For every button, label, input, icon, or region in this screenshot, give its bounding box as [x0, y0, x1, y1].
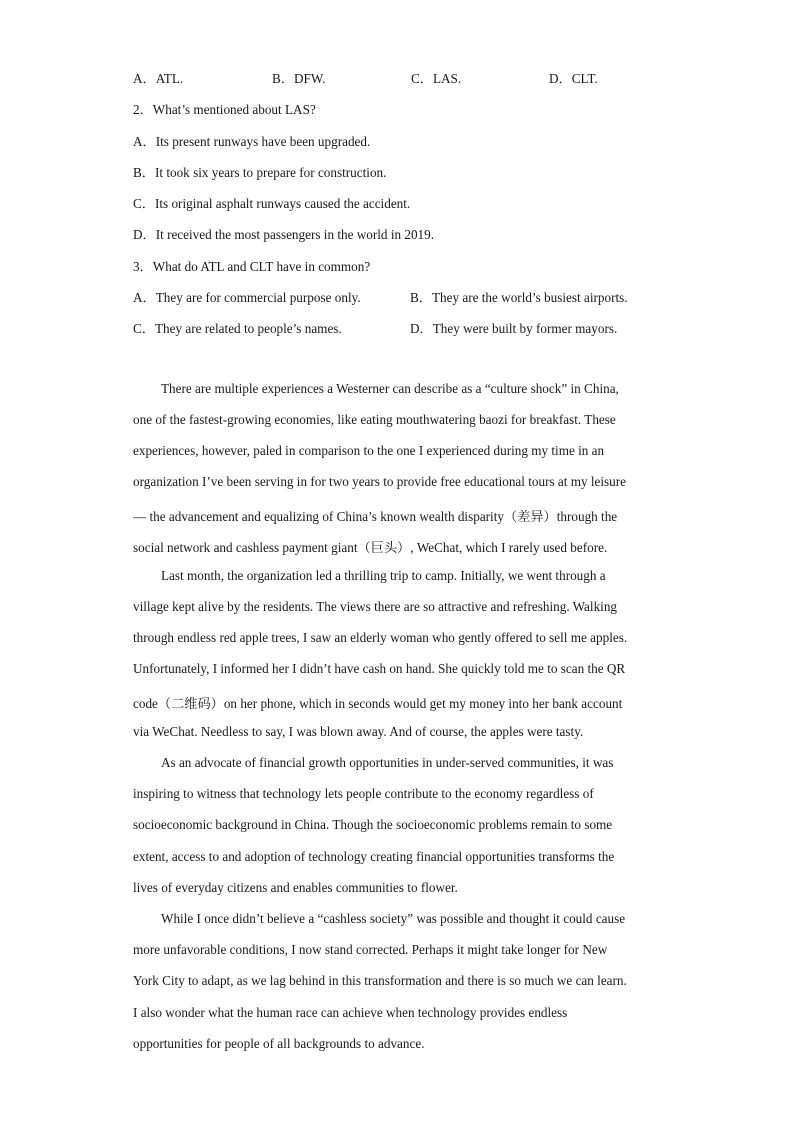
q3-option-d: D．They were built by former mayors.	[410, 321, 618, 336]
passage-line: As an advocate of financial growth opportunities in under-served communities, it was	[161, 755, 614, 770]
q2-stem: 2．What’s mentioned about LAS?	[133, 102, 316, 117]
passage-line: village kept alive by the residents. The views there are so attractive and refreshing. Walking	[133, 599, 618, 614]
q3-stem: 3．What do ATL and CLT have in common?	[133, 259, 371, 274]
passage-line: lives of everyday citizens and enables communities to flower.	[133, 880, 458, 895]
passage-line: inspiring to witness that technology lets people contribute to the economy regardless of	[133, 786, 594, 801]
q2-option-b: B．It took six years to prepare for construction.	[133, 165, 387, 180]
passage-line: opportunities for people of all backgrounds to advance.	[133, 1036, 425, 1051]
passage-line: organization I’ve been serving in for two years to provide free educational tours at my leisure	[133, 474, 627, 489]
passage-line: — the advancement and equalizing of China’s known wealth disparity（差异）through the	[133, 509, 618, 524]
q2-option-a: A．Its present runways have been upgraded.	[133, 134, 371, 149]
passage-line: I also wonder what the human race can achieve when technology provides endless	[133, 1005, 568, 1020]
passage-line: There are multiple experiences a Westerner can describe as a “culture shock” in China,	[161, 381, 619, 396]
passage-line: York City to adapt, as we lag behind in this transformation and there is so much we can learn.	[133, 973, 627, 988]
passage-line: Unfortunately, I informed her I didn’t have cash on hand. She quickly told me to scan the QR	[133, 661, 626, 676]
q2-option-d: D．It received the most passengers in the world in 2019.	[133, 227, 435, 242]
passage-line: through endless red apple trees, I saw an elderly woman who gently offered to sell me apples.	[133, 630, 628, 645]
passage-line: via WeChat. Needless to say, I was blown away. And of course, the apples were tasty.	[133, 724, 584, 739]
passage-line: Last month, the organization led a thrilling trip to camp. Initially, we went through a	[161, 568, 606, 583]
passage-line: one of the fastest-growing economies, like eating mouthwatering baozi for breakfast. These	[133, 412, 616, 427]
q1-option-b: B．DFW.	[272, 71, 326, 86]
q1-option-a: A．ATL.	[133, 71, 184, 86]
passage-line: code（二维码）on her phone, which in seconds would get my money into her bank account	[133, 696, 623, 711]
passage-line: socioeconomic background in China. Though the socioeconomic problems remain to some	[133, 817, 613, 832]
q1-option-c: C．LAS.	[411, 71, 462, 86]
passage-line: experiences, however, paled in comparison to the one I experienced during my time in an	[133, 443, 605, 458]
passage-line: social network and cashless payment giant（巨头）, WeChat, which I rarely used before.	[133, 540, 608, 555]
passage-line: extent, access to and adoption of technology creating financial opportunities transforms the	[133, 849, 615, 864]
q2-option-c: C．Its original asphalt runways caused the accident.	[133, 196, 411, 211]
q1-option-d: D．CLT.	[549, 71, 598, 86]
q3-option-a: A．They are for commercial purpose only.	[133, 290, 361, 305]
q3-option-c: C．They are related to people’s names.	[133, 321, 342, 336]
passage-line: more unfavorable conditions, I now stand corrected. Perhaps it might take longer for New	[133, 942, 608, 957]
passage-line: While I once didn’t believe a “cashless society” was possible and thought it could cause	[161, 911, 626, 926]
q3-option-b: B．They are the world’s busiest airports.	[410, 290, 628, 305]
